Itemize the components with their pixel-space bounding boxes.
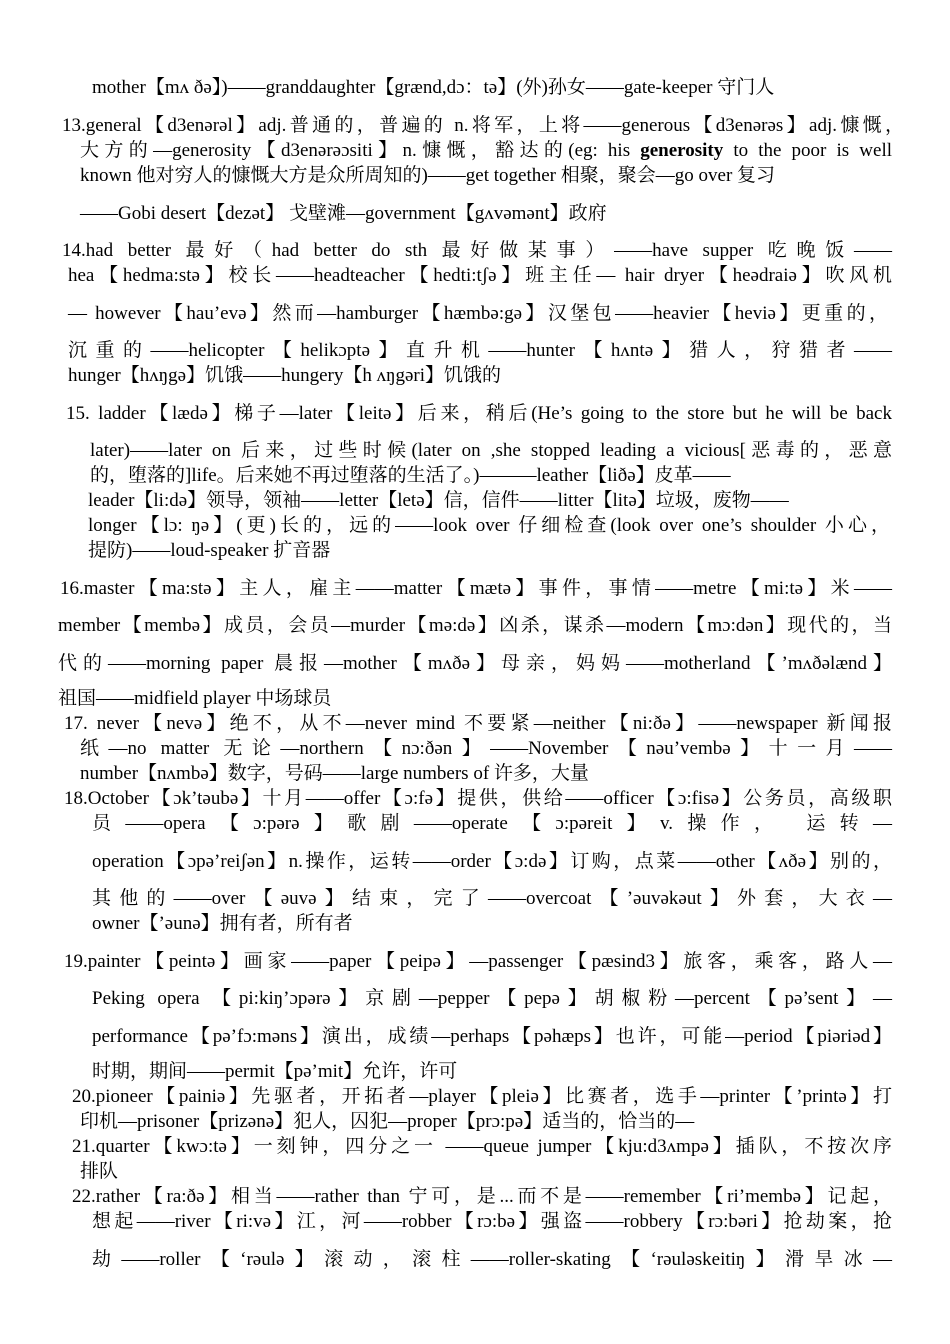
text-segment: to the poor is well: [723, 140, 892, 161]
bold-term: generosity: [640, 140, 724, 161]
text-line: — however【hau’evə】然而—hamburger【hæmbə:gə】汉堡包——heavier【heviə】更重的，: [68, 303, 888, 324]
text-line: 印机—prisoner【prizənə】犯人，囚犯—proper【prɔ:pə】适当的，恰当的—: [80, 1111, 695, 1132]
text-line: 19.painter【peintə】画家——paper【peipə】—passenger【pæsind3】旅客，乘客，路人—: [64, 951, 892, 972]
text-line: number【nʌmbə】数字，号码——large numbers of 许多，大量: [80, 763, 589, 784]
text-line: 15. ladder【lædə】梯子—later【leitə】后来，稍后(He’s going to the store but he will be back: [66, 403, 892, 424]
text-line: performance【pə’fɔ:məns】演出，成绩—perhaps【pəhæps】也许，可能—period【piəriəd】: [92, 1026, 892, 1047]
text-line: 代的——morning paper 晨报—mother【mʌðə】母亲，妈妈——motherland【’mʌðəlænd】: [58, 653, 892, 674]
text-line: 18.October【ɔk’təubə】十月——offer【ɔ:fə】提供，供给——officer【ɔ:fisə】公务员，高级职: [64, 788, 892, 809]
text-line: 排队: [80, 1161, 119, 1182]
text-line: 13.general【d3enərəl】adj.普通的，普遍的 n.将军，上将——generous【d3enərəs】adj.慷慨，: [62, 115, 904, 136]
text-line: 提防)——loud-speaker 扩音器: [88, 540, 331, 561]
text-line: owner【’əunə】拥有者，所有者: [92, 913, 353, 934]
text-line: 沉重的——helicopter【helikɔptə】直升机——hunter【hʌntə】猎人，狩猎者——: [68, 340, 892, 361]
text-line: 劫——roller【‘rəulə】滚动，滚柱——roller-skating【‘rəuləskeitiŋ】滑旱冰—: [92, 1249, 892, 1270]
text-line: known 他对穷人的慷慨大方是众所周知的)——get together 相聚，聚会—go over 复习: [80, 165, 776, 186]
text-line: hunger【hʌŋgə】饥饿——hungery【h ʌŋgəri】饥饿的: [68, 365, 502, 386]
text-line: longer【lɔ: ŋə】(更)长的，远的——look over 仔细检查(look over one’s shoulder 小心，: [88, 515, 890, 536]
text-line: 其他的——over【əuvə】结束，完了——overcoat【’əuvəkəut】外套，大衣—: [92, 888, 892, 909]
text-line: 纸—no matter 无论—northern【nɔ:ðən】——November【nəu’vembə】十一月——: [80, 738, 892, 759]
text-line: 16.master【ma:stə】主人，雇主——matter【mætə】事件，事情——metre【mi:tə】米——: [60, 578, 892, 599]
text-line: Peking opera 【pi:kiŋ’ɔpərə】京剧—pepper【pepə】胡椒粉—percent【pə’sent】—: [92, 988, 892, 1009]
text-line: [80, 138, 892, 163]
text-line: 22.rather【ra:ðə】相当——rather than 宁可，是...而不是——remember【ri’membə】记起，: [72, 1186, 892, 1207]
text-line: 20.pioneer【painiə】先驱者，开拓者—player【pleiə】比赛者，选手—printer【’printə】打: [72, 1086, 892, 1107]
text-segment: 大方的—generosity【d3enərəɔsiti】n.慷慨，豁达的(eg: his: [80, 140, 641, 161]
text-line: 祖国——midfield player 中场球员: [58, 688, 332, 709]
text-line: leader【li:də】领导，领袖——letter【letə】信，信件——litter【litə】垃圾，废物——: [88, 490, 789, 511]
text-line: 的，堕落的]life。后来她不再过堕落的生活了。)———leather【liðə】皮革——: [90, 465, 731, 486]
text-line: operation【ɔpə’reiʃən】n.操作，运转——order【ɔ:də】订购，点菜——other【ʌðə】别的，: [92, 851, 892, 872]
text-line: ——Gobi desert【dezət】 戈壁滩—government【gʌvəmənt】政府: [80, 203, 607, 224]
text-line: member【membə】成员，会员—murder【mə:də】凶杀，谋杀—modern【mɔ:dən】现代的，当: [58, 615, 892, 636]
text-line: mother【mʌ ðə】)——granddaughter【grænd,dɔ：tə】(外)孙女——gate-keeper 守门人: [92, 77, 775, 98]
text-line: 21.quarter【kwɔ:tə】一刻钟，四分之一 ——queue jumper【kju:d3ʌmpə】插队，不按次序: [72, 1136, 892, 1157]
text-line: 时期，期间——permit【pə’mit】允许，许可: [92, 1061, 458, 1082]
text-line: 想起——river【ri:və】江，河——robber【rɔ:bə】强盗——robbery【rɔ:bəri】抢劫案，抢: [92, 1211, 892, 1232]
text-line: 员——opera【ɔ:pərə】歌剧——operate【ɔ:pəreit】v.操作， 运转—: [92, 813, 892, 834]
text-line: hea【hedma:stə】校长——headteacher【hedti:tʃə】班主任— hair dryer【heədraiə】吹风机: [68, 265, 892, 286]
text-line: 14.had better 最好（had better do sth 最好做某事）——have supper 吃晚饭——: [62, 240, 892, 261]
text-line: later)——later on 后来，过些时候(later on ,she stopped leading a vicious[恶毒的，恶意: [90, 440, 892, 461]
text-line: 17. never【nevə】绝不，从不—never mind 不要紧—neither【ni:ðə】——newspaper 新闻报: [64, 713, 892, 734]
